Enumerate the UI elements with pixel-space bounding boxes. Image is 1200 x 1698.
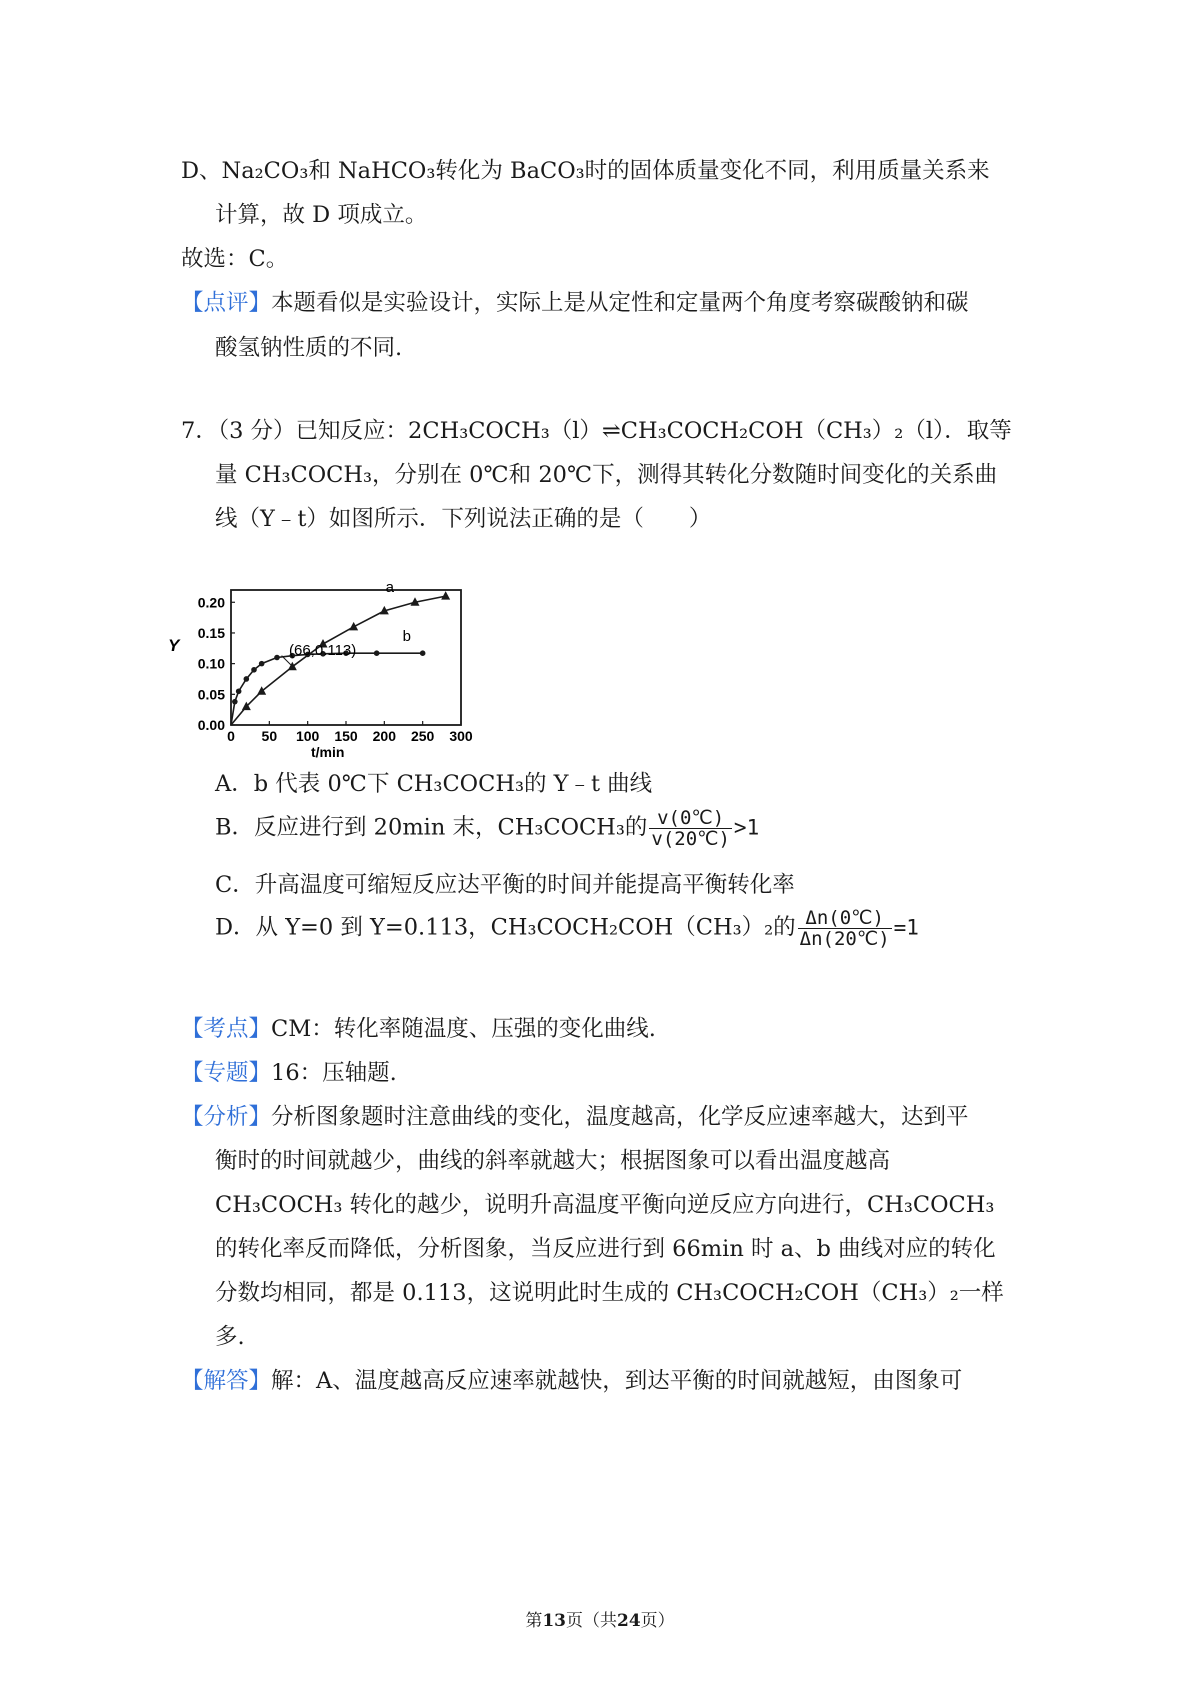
x-tick-label: 50 [261,728,278,744]
option-d-numerator: Δn(0℃) [798,908,892,929]
comment-line-2: 酸氢钠性质的不同. [215,335,403,361]
option-b-denominator: v(20℃) [651,828,730,850]
fenxi-line-5: 分数均相同，都是 0.113，这说明此时生成的 CH₃COCH₂COH（CH₃）₂一样 [215,1280,1004,1306]
series-line-a [231,596,446,725]
series-b-point [244,676,250,682]
series-a-point [441,591,450,600]
question-text-1: （3 分）已知反应：2CH₃COCH₃（l）⇌CH₃COCH₂COH（CH₃）₂（l）．取等 [217,418,1012,444]
jieda-tag: 【解答】 [181,1368,272,1394]
series-b-point [232,699,238,705]
question-line-3: 线（Y﹣t）如图所示．下列说法正确的是（ ） [215,506,712,532]
comment-line-1 [181,288,969,318]
series-label-b: b [402,628,412,646]
jieda-text-1: 解：A、温度越高反应速率就越快，到达平衡的时间就越短，由图象可 [271,1368,963,1394]
zhuanti-text: 16：压轴题. [271,1060,397,1086]
y-tick-label: 0.20 [197,594,225,611]
option-b-fraction [649,808,732,849]
x-tick-label: 300 [449,728,473,744]
series-b-point [274,655,280,661]
series-b-point [236,688,242,694]
option-b-text: B．反应进行到 20min 末，CH₃COCH₃的 [215,814,648,841]
x-tick-label: 200 [372,728,397,744]
series-label-a: a [385,579,395,597]
footer-mid: 页（共 [566,1611,617,1631]
option-d-fraction [798,908,892,949]
option-b-numerator: v(0℃) [649,808,732,829]
fenxi-line-2: 衡时的时间就越少，曲线的斜率就越大；根据图象可以看出温度越高 [215,1148,891,1174]
option-b [215,808,759,849]
y-tick-label: 0.05 [197,686,225,703]
option-d [215,908,919,949]
option-d-line-2: 计算，故 D 项成立。 [215,202,428,228]
footer-total: 24 [617,1611,641,1631]
series-b-point [374,650,380,656]
page-footer [0,1606,1200,1631]
footer-pre: 第 [525,1611,543,1631]
x-tick-label: 0 [227,728,235,744]
kaodian-text: CM：转化率随温度、压强的变化曲线. [271,1016,656,1042]
fenxi-line-6: 多. [215,1324,245,1350]
fenxi-text-1: 分析图象题时注意曲线的变化，温度越高，化学反应速率越大，达到平 [271,1104,969,1130]
fenxi-line-4: 的转化率反而降低，分析图象，当反应进行到 66min 时 a、b 曲线对应的转化 [215,1236,996,1262]
y-tick-label: 0.15 [197,624,225,641]
option-b-relation: >1 [733,815,760,840]
fenxi-line-1 [181,1102,969,1132]
fenxi-tag: 【分析】 [181,1104,272,1130]
comment-text-1: 本题看似是实验设计，实际上是从定性和定量两个角度考察碳酸钠和碳 [271,290,969,316]
option-d-text: D．从 Y=0 到 Y=0.113，CH₃COCH₂COH（CH₃）₂的 [215,914,796,941]
crossing-annotation: (66,0.113) [289,642,357,659]
series-b-point [259,661,265,667]
x-tick-label: 250 [410,728,435,744]
yt-chart [168,579,486,765]
x-axis-label: t/min [311,744,345,760]
series-b-point [251,667,257,673]
option-d-denominator: Δn(20℃) [799,928,890,950]
question-number: 7． [181,418,218,444]
y-axis-label: Y [168,636,180,655]
x-tick-label: 100 [295,728,320,744]
option-a: A．b 代表 0℃下 CH₃COCH₃的 Y﹣t 曲线 [215,771,653,797]
fenxi-line-3: CH₃COCH₃ 转化的越少，说明升高温度平衡向逆反应方向进行，CH₃COCH₃ [215,1192,995,1218]
comment-tag: 【点评】 [181,290,272,316]
jieda-line-1 [181,1366,962,1396]
y-tick-label: 0.10 [197,655,225,672]
option-c: C．升高温度可缩短反应达平衡的时间并能提高平衡转化率 [215,872,795,898]
kaodian-line [181,1014,656,1044]
zhuanti-tag: 【专题】 [181,1060,272,1086]
x-tick-label: 150 [334,728,358,744]
question-line-2: 量 CH₃COCH₃，分别在 0℃和 20℃下，测得其转化分数随时间变化的关系曲 [215,462,998,488]
y-tick-label: 0.00 [197,717,225,733]
question-line-1 [181,416,1012,446]
footer-post: 页） [640,1611,675,1631]
kaodian-tag: 【考点】 [181,1016,272,1042]
series-b-point [420,650,426,656]
answer-line: 故选：C。 [181,246,289,272]
footer-page: 13 [542,1611,566,1631]
series-a-point [257,686,266,695]
option-d-relation: =1 [893,915,919,940]
chart-ticks [198,594,473,744]
zhuanti-line [181,1058,397,1088]
option-d-line-1: D、Na₂CO₃和 NaHCO₃转化为 BaCO₃时的固体质量变化不同，利用质量关系来 [181,158,990,184]
